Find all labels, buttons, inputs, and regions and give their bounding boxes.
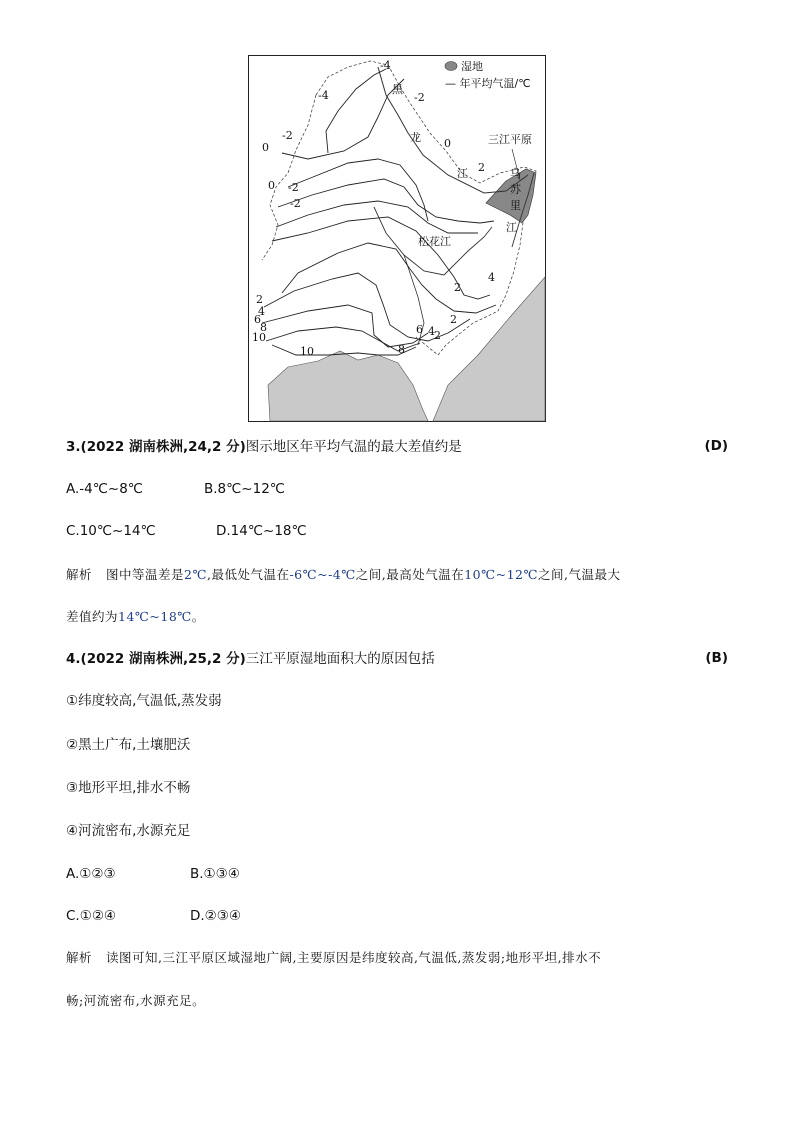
isotherm-label: 2 <box>434 329 441 342</box>
q3-explanation-line-2: 差值约为14℃~18℃。 <box>66 609 205 624</box>
isotherm-label: 0 <box>262 141 269 154</box>
isotherm-label: 4 <box>258 305 265 318</box>
isotherm-map <box>248 55 546 422</box>
q3-option-a: A.-4℃~8℃ <box>66 481 143 497</box>
q4-item-2: ②黑土广布,土壤肥沃 <box>66 737 191 753</box>
wusuli-label-2: 苏 <box>510 183 521 196</box>
isotherm-label: 0 <box>268 179 275 192</box>
isotherm-label: 2 <box>450 313 457 326</box>
wusuli-label-4: 江 <box>506 221 517 234</box>
isotherm-label: 8 <box>398 343 405 356</box>
river-label-hei: 黑 <box>392 83 403 96</box>
isotherm-label: 2 <box>478 161 485 174</box>
river-label-long: 龙 <box>410 131 421 144</box>
q4-explanation-line-2: 畅;河流密布,水源充足。 <box>66 993 206 1008</box>
legend-isotherm-label: — 年平均气温/℃ <box>445 77 531 90</box>
q4-item-1: ①纬度较高,气温低,蒸发弱 <box>66 693 222 709</box>
q4-option-c: C.①②④ <box>66 908 117 924</box>
q3-stem: 3.(2022 湖南株洲,24,2 分)图示地区年平均气温的最大差值约是 <box>66 439 462 455</box>
wusuli-label-3: 里 <box>510 199 521 212</box>
q4-options-row-2 <box>66 907 241 925</box>
river-label-jiang: 江 <box>457 167 468 180</box>
isotherm-label: 8 <box>260 321 267 334</box>
wusuli-label-1: 乌 <box>510 167 521 180</box>
isotherm-label: -4 <box>318 89 329 102</box>
isotherm-label: -2 <box>288 181 299 194</box>
q3-explanation-line-1: 解析 图中等温差是2℃,最低处气温在-6℃~-4℃之间,最高处气温在10℃~12℃之间,气温最大 <box>66 567 621 582</box>
isotherm-label: 10 <box>252 331 266 344</box>
isotherm-label: -4 <box>380 59 391 72</box>
q4-option-a: A.①②③ <box>66 866 116 882</box>
isotherm-label: -2 <box>290 197 301 210</box>
q3-options-row-2 <box>66 522 307 540</box>
isotherm-label: 0 <box>444 137 451 150</box>
q3-options-row-1 <box>66 480 285 498</box>
q4-item-4: ④河流密布,水源充足 <box>66 823 191 839</box>
q3-option-d: D.14℃~18℃ <box>216 523 307 539</box>
q4-item-3: ③地形平坦,排水不畅 <box>66 780 191 796</box>
map-legend <box>440 57 544 93</box>
q3-source: (2022 湖南株洲,24,2 分) <box>80 439 246 455</box>
isotherm-label: 4 <box>428 325 435 338</box>
isotherm-label: -2 <box>414 91 425 104</box>
songhuajiang-label: 松花江 <box>418 235 451 248</box>
wetland-legend-swatch <box>445 62 457 71</box>
isotherm-label: 6 <box>416 323 423 336</box>
isotherm-label: 2 <box>454 281 461 294</box>
q4-options-row-1 <box>66 865 240 883</box>
q4-source: (2022 湖南株洲,25,2 分) <box>80 651 246 667</box>
q3-answer: (D) <box>704 438 728 454</box>
q4-option-d: D.②③④ <box>190 908 241 924</box>
sanjiang-plain-label: 三江平原 <box>488 133 532 146</box>
isotherm-label: 10 <box>300 345 314 358</box>
isotherm-label: 6 <box>254 313 261 326</box>
isotherm-label: -2 <box>282 129 293 142</box>
legend-wetland-label: 湿地 <box>461 60 483 73</box>
q4-answer: (B) <box>705 650 728 666</box>
q4-explanation-line-1: 解析 读图可知,三江平原区域湿地广阔,主要原因是纬度较高,气温低,蒸发弱;地形平坦,排水不 <box>66 950 602 965</box>
q4-stem: 4.(2022 湖南株洲,25,2 分)三江平原湿地面积大的原因包括 <box>66 651 435 667</box>
q3-option-c: C.10℃~14℃ <box>66 523 156 539</box>
isotherm-label: 2 <box>256 293 263 306</box>
q4-option-b: B.①③④ <box>190 866 240 882</box>
isotherm-label: 4 <box>488 271 495 284</box>
q3-option-b: B.8℃~12℃ <box>204 481 285 497</box>
